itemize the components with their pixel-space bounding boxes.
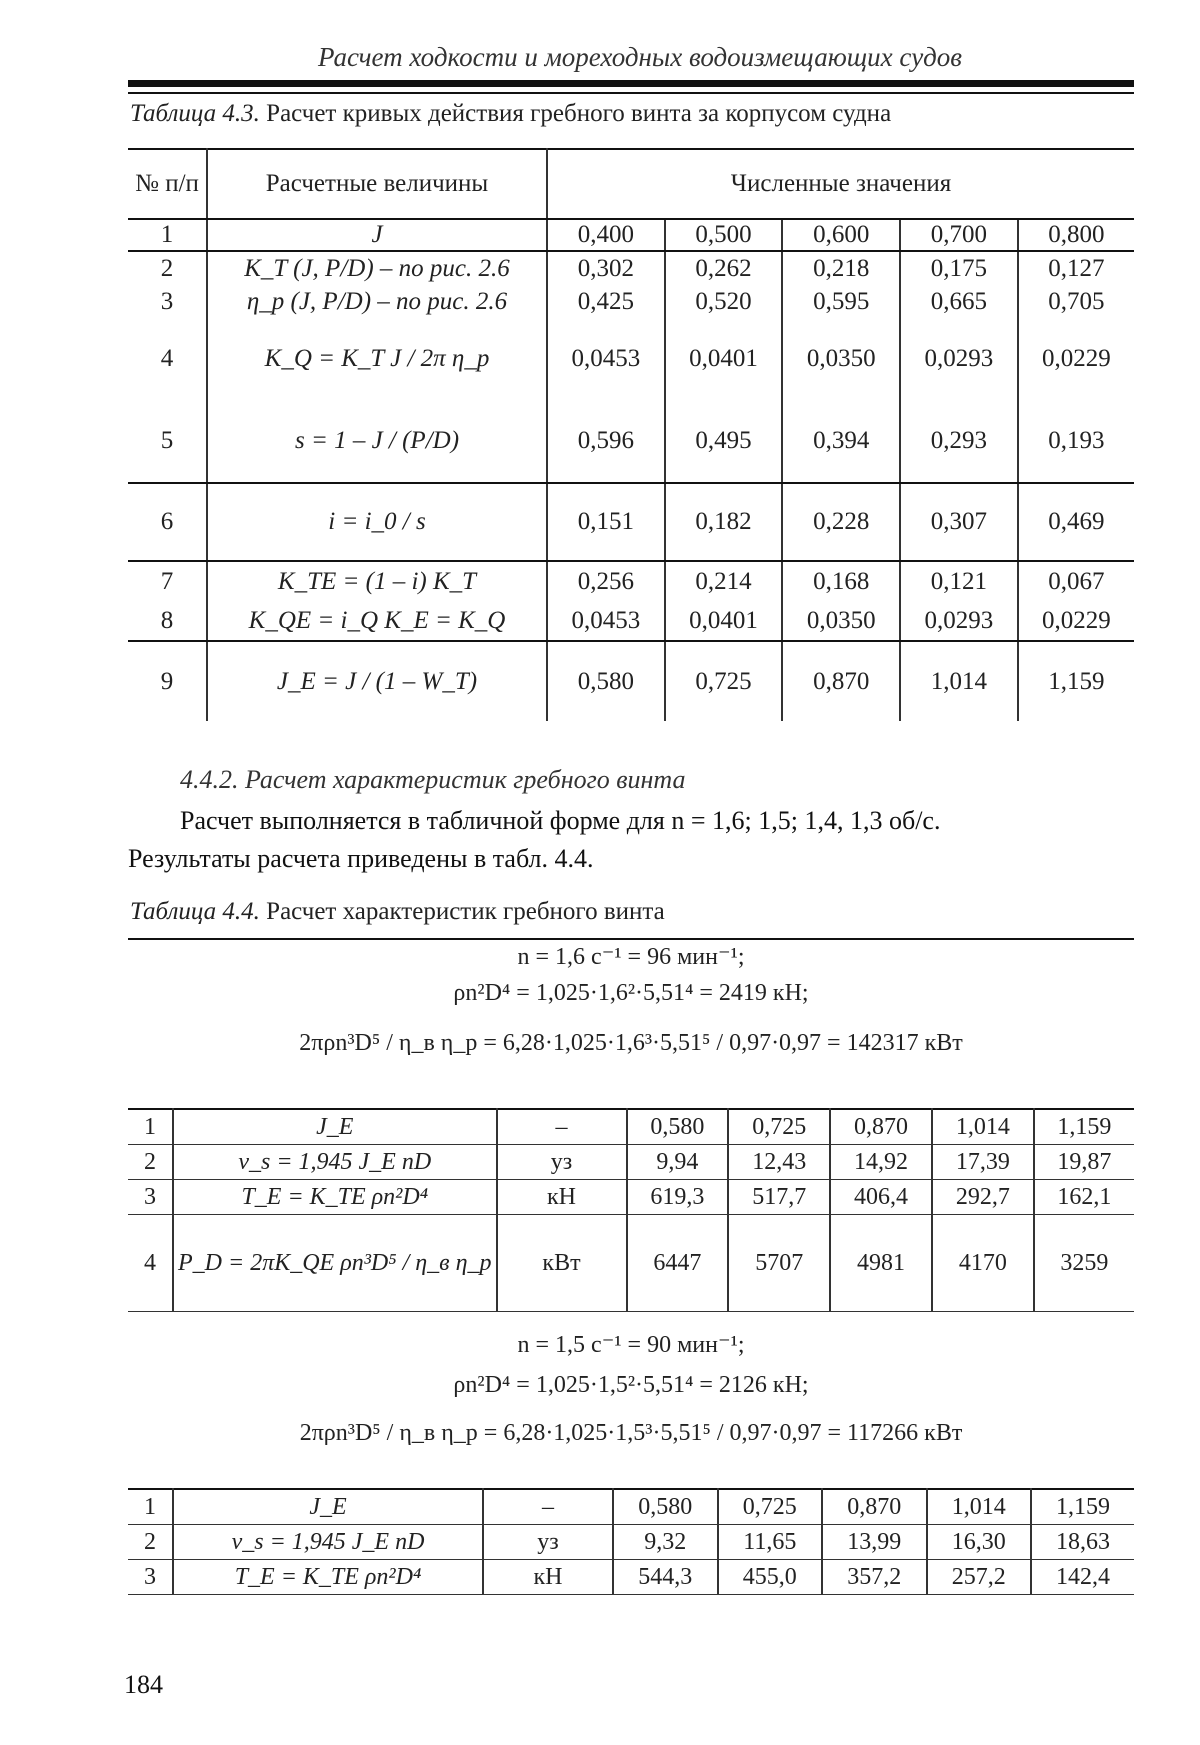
table-4-3-caption-text: Расчет кривых действия гребного винта за корпусом судна bbox=[266, 100, 892, 127]
row-value: 0,0350 bbox=[782, 319, 900, 399]
row-value: 0,127 bbox=[1018, 251, 1134, 285]
block-2-force-line: ρn²D⁴ = 1,025·1,5²·5,51⁴ = 2126 кН; bbox=[453, 1372, 809, 1398]
row-value: 0,400 bbox=[547, 219, 665, 251]
row-number: 4 bbox=[128, 1215, 173, 1312]
row-quantity-formula: v_s = 1,945 J_E nD bbox=[173, 1145, 497, 1180]
row-value: 0,520 bbox=[665, 285, 783, 319]
row-number: 6 bbox=[128, 483, 207, 561]
row-value: 0,600 bbox=[782, 219, 900, 251]
row-value: 1,159 bbox=[1031, 1489, 1134, 1525]
row-value: 517,7 bbox=[728, 1180, 830, 1215]
row-value: 0,0293 bbox=[900, 319, 1018, 399]
row-value: 17,39 bbox=[932, 1145, 1034, 1180]
row-unit: кН bbox=[483, 1560, 613, 1595]
row-unit: уз bbox=[483, 1525, 613, 1560]
row-value: 0,394 bbox=[782, 399, 900, 483]
row-number: 7 bbox=[128, 561, 207, 601]
header-col-values: Численные значения bbox=[547, 149, 1134, 219]
row-value: 0,293 bbox=[900, 399, 1018, 483]
row-value: 0,151 bbox=[547, 483, 665, 561]
row-value: 0,725 bbox=[718, 1489, 823, 1525]
row-value: 0,121 bbox=[900, 561, 1018, 601]
row-value: 0,0453 bbox=[547, 601, 665, 641]
row-value: 0,175 bbox=[900, 251, 1018, 285]
row-number: 9 bbox=[128, 641, 207, 721]
table-4-3-header-row bbox=[128, 149, 1134, 219]
row-number: 1 bbox=[128, 1109, 173, 1145]
row-number: 2 bbox=[128, 1525, 173, 1560]
table-row bbox=[128, 483, 1134, 561]
row-value: 0,469 bbox=[1018, 483, 1134, 561]
row-value: 14,92 bbox=[830, 1145, 932, 1180]
row-number: 3 bbox=[128, 285, 207, 319]
row-value: 0,725 bbox=[665, 641, 783, 721]
block-2-n-line: n = 1,5 с⁻¹ = 90 мин⁻¹; bbox=[517, 1332, 745, 1358]
row-quantity-formula: i = i_0 / s bbox=[207, 483, 547, 561]
row-value: 0,705 bbox=[1018, 285, 1134, 319]
row-value: 0,182 bbox=[665, 483, 783, 561]
row-value: 12,43 bbox=[728, 1145, 830, 1180]
row-number: 5 bbox=[128, 399, 207, 483]
table-row bbox=[128, 1109, 1134, 1145]
row-value: 9,94 bbox=[627, 1145, 729, 1180]
row-value: 0,596 bbox=[547, 399, 665, 483]
section-heading: 4.4.2. Расчет характеристик гребного винта bbox=[180, 765, 686, 794]
table-4-4-caption bbox=[130, 898, 665, 926]
header-rule-thick bbox=[128, 80, 1134, 87]
row-value: 0,0229 bbox=[1018, 601, 1134, 641]
row-number: 3 bbox=[128, 1560, 173, 1595]
row-quantity-formula: v_s = 1,945 J_E nD bbox=[173, 1525, 483, 1560]
table-4-3-caption bbox=[130, 100, 891, 128]
row-value: 4170 bbox=[932, 1215, 1034, 1312]
row-value: 1,159 bbox=[1018, 641, 1134, 721]
row-quantity-formula: K_T (J, P/D) – по рис. 2.6 bbox=[207, 251, 547, 285]
row-quantity-formula: T_E = K_TE ρn²D⁴ bbox=[173, 1180, 497, 1215]
row-value: 0,214 bbox=[665, 561, 783, 601]
row-quantity-formula: s = 1 – J / (P/D) bbox=[207, 399, 547, 483]
block-1-power-line: 2πρn³D⁵ / η_в η_р = 6,28·1,025·1,6³·5,51⁵ / 0,97·0,97 = 142317 кВт bbox=[299, 1030, 963, 1056]
row-quantity-formula: J_E = J / (1 – W_T) bbox=[207, 641, 547, 721]
row-value: 0,256 bbox=[547, 561, 665, 601]
row-quantity-formula: J_E bbox=[173, 1489, 483, 1525]
header-rule-thin bbox=[128, 92, 1134, 94]
table-4-3-caption-label: Таблица 4.3. bbox=[130, 100, 260, 127]
table-row bbox=[128, 319, 1134, 399]
table-row bbox=[128, 1525, 1134, 1560]
row-value: 0,725 bbox=[728, 1109, 830, 1145]
paragraph-line-1: Расчет выполняется в табличной форме для n = 1,6; 1,5; 1,4, 1,3 об/с. bbox=[180, 806, 941, 835]
row-number: 8 bbox=[128, 601, 207, 641]
table-row bbox=[128, 219, 1134, 251]
row-value: 292,7 bbox=[932, 1180, 1034, 1215]
row-value: 357,2 bbox=[822, 1560, 927, 1595]
table-row bbox=[128, 251, 1134, 285]
row-number: 4 bbox=[128, 319, 207, 399]
table-row bbox=[128, 1145, 1134, 1180]
paragraph-line-2: Результаты расчета приведены в табл. 4.4. bbox=[128, 844, 594, 873]
page-number: 184 bbox=[124, 1670, 163, 1699]
row-value: 16,30 bbox=[927, 1525, 1032, 1560]
row-value: 544,3 bbox=[613, 1560, 718, 1595]
row-number: 2 bbox=[128, 251, 207, 285]
row-value: 0,0401 bbox=[665, 601, 783, 641]
header-col-quantity: Расчетные величины bbox=[207, 149, 547, 219]
table-row bbox=[128, 399, 1134, 483]
row-value: 0,665 bbox=[900, 285, 1018, 319]
row-value: 0,580 bbox=[613, 1489, 718, 1525]
running-title: Расчет ходкости и мореходных водоизмещающих судов bbox=[318, 42, 962, 72]
row-unit: кВт bbox=[497, 1215, 627, 1312]
row-value: 0,870 bbox=[822, 1489, 927, 1525]
row-quantity-formula: K_QE = i_Q K_E = K_Q bbox=[207, 601, 547, 641]
row-value: 0,425 bbox=[547, 285, 665, 319]
row-value: 19,87 bbox=[1034, 1145, 1134, 1180]
row-value: 1,014 bbox=[932, 1109, 1034, 1145]
row-value: 0,870 bbox=[782, 641, 900, 721]
row-value: 11,65 bbox=[718, 1525, 823, 1560]
table-row bbox=[128, 601, 1134, 641]
row-number: 2 bbox=[128, 1145, 173, 1180]
row-value: 0,168 bbox=[782, 561, 900, 601]
row-quantity-formula: η_p (J, P/D) – по рис. 2.6 bbox=[207, 285, 547, 319]
table-4-3 bbox=[128, 148, 1134, 721]
block-2-power-line: 2πρn³D⁵ / η_в η_р = 6,28·1,025·1,5³·5,51⁵ / 0,97·0,97 = 117266 кВт bbox=[299, 1420, 963, 1446]
table-row bbox=[128, 641, 1134, 721]
table-row bbox=[128, 561, 1134, 601]
row-quantity-formula: K_TE = (1 – i) K_T bbox=[207, 561, 547, 601]
table-4-4-block-1 bbox=[128, 1108, 1134, 1312]
row-number: 1 bbox=[128, 219, 207, 251]
row-value: 142,4 bbox=[1031, 1560, 1134, 1595]
row-value: 0,580 bbox=[627, 1109, 729, 1145]
table-row bbox=[128, 1180, 1134, 1215]
row-value: 0,218 bbox=[782, 251, 900, 285]
row-quantity-formula: J_E bbox=[173, 1109, 497, 1145]
row-value: 0,0293 bbox=[900, 601, 1018, 641]
row-value: 1,014 bbox=[927, 1489, 1032, 1525]
row-value: 9,32 bbox=[613, 1525, 718, 1560]
row-value: 0,500 bbox=[665, 219, 783, 251]
row-unit: – bbox=[483, 1489, 613, 1525]
row-quantity-formula: T_E = K_TE ρn²D⁴ bbox=[173, 1560, 483, 1595]
table-row bbox=[128, 285, 1134, 319]
row-value: 0,0350 bbox=[782, 601, 900, 641]
section-paragraph bbox=[128, 802, 1138, 878]
row-value: 6447 bbox=[627, 1215, 729, 1312]
row-value: 406,4 bbox=[830, 1180, 932, 1215]
header-col-no: № п/п bbox=[128, 149, 207, 219]
row-value: 0,0401 bbox=[665, 319, 783, 399]
row-unit: уз bbox=[497, 1145, 627, 1180]
row-quantity-formula: J bbox=[207, 219, 547, 251]
row-value: 455,0 bbox=[718, 1560, 823, 1595]
row-value: 3259 bbox=[1034, 1215, 1134, 1312]
row-number: 3 bbox=[128, 1180, 173, 1215]
row-value: 162,1 bbox=[1034, 1180, 1134, 1215]
row-value: 13,99 bbox=[822, 1525, 927, 1560]
row-quantity-formula: K_Q = K_T J / 2π η_p bbox=[207, 319, 547, 399]
row-quantity-formula: P_D = 2πK_QE ρn³D⁵ / η_в η_р bbox=[173, 1215, 497, 1312]
row-value: 4981 bbox=[830, 1215, 932, 1312]
table-row bbox=[128, 1489, 1134, 1525]
row-value: 0,595 bbox=[782, 285, 900, 319]
row-value: 0,228 bbox=[782, 483, 900, 561]
table-row bbox=[128, 1560, 1134, 1595]
row-value: 0,700 bbox=[900, 219, 1018, 251]
table-row bbox=[128, 1215, 1134, 1312]
block-1-force-line: ρn²D⁴ = 1,025·1,6²·5,51⁴ = 2419 кН; bbox=[453, 980, 809, 1006]
row-number: 1 bbox=[128, 1489, 173, 1525]
row-value: 0,262 bbox=[665, 251, 783, 285]
row-value: 18,63 bbox=[1031, 1525, 1134, 1560]
row-value: 0,870 bbox=[830, 1109, 932, 1145]
block-1-n-line: n = 1,6 с⁻¹ = 96 мин⁻¹; bbox=[128, 938, 1134, 971]
row-value: 0,307 bbox=[900, 483, 1018, 561]
row-value: 5707 bbox=[728, 1215, 830, 1312]
row-value: 0,580 bbox=[547, 641, 665, 721]
row-value: 0,067 bbox=[1018, 561, 1134, 601]
row-value: 1,014 bbox=[900, 641, 1018, 721]
row-value: 257,2 bbox=[927, 1560, 1032, 1595]
row-value: 619,3 bbox=[627, 1180, 729, 1215]
row-value: 0,0453 bbox=[547, 319, 665, 399]
row-value: 0,302 bbox=[547, 251, 665, 285]
row-unit: кН bbox=[497, 1180, 627, 1215]
table-4-4-block-2 bbox=[128, 1488, 1134, 1595]
table-4-4-caption-label: Таблица 4.4. bbox=[130, 898, 260, 925]
table-4-4-caption-text: Расчет характеристик гребного винта bbox=[266, 898, 665, 925]
row-unit: – bbox=[497, 1109, 627, 1145]
row-value: 0,800 bbox=[1018, 219, 1134, 251]
row-value: 0,0229 bbox=[1018, 319, 1134, 399]
row-value: 0,495 bbox=[665, 399, 783, 483]
row-value: 0,193 bbox=[1018, 399, 1134, 483]
row-value: 1,159 bbox=[1034, 1109, 1134, 1145]
